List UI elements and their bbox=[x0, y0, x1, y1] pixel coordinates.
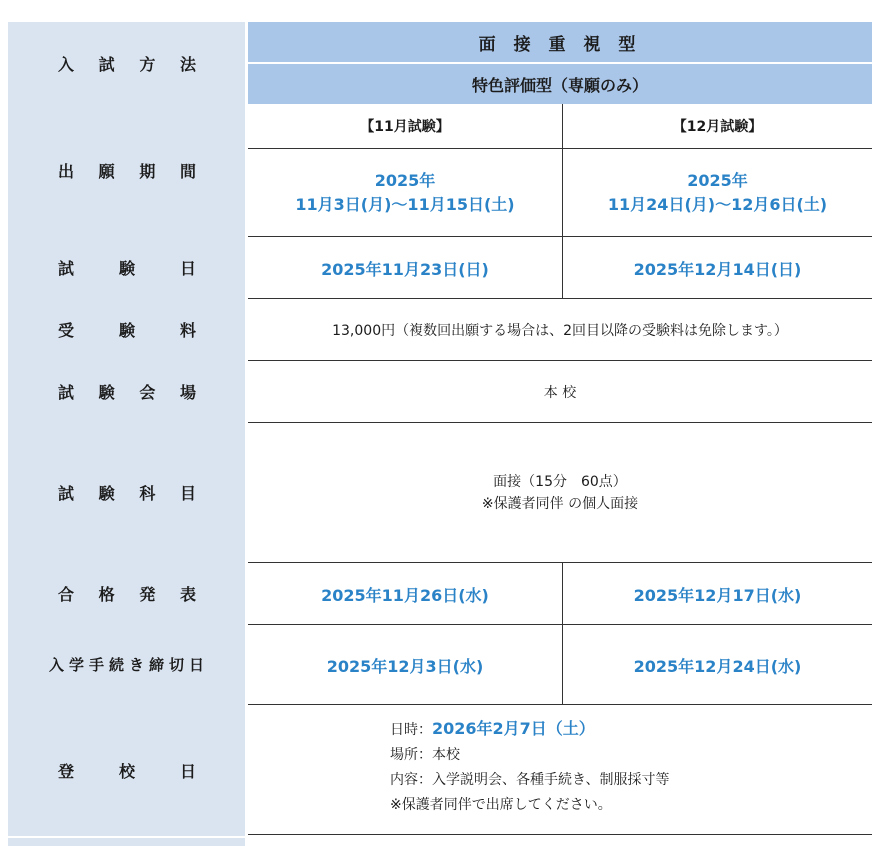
label-result bbox=[8, 562, 246, 624]
rule-5 bbox=[248, 422, 872, 423]
school-day-value bbox=[390, 716, 870, 818]
column-divider bbox=[245, 22, 248, 846]
label-venue-text: 試 験 会 場 bbox=[58, 382, 196, 402]
subjects-line2: ※保護者同伴 の個人面接 bbox=[481, 496, 639, 512]
vrule-top bbox=[562, 104, 563, 298]
column-header-dec bbox=[563, 104, 872, 148]
header-type bbox=[248, 22, 872, 62]
school-day-date-label: 日時： bbox=[390, 722, 432, 738]
fee-value bbox=[248, 300, 872, 360]
result-dec bbox=[563, 564, 872, 624]
school-day-content: 内容：入学説明会、各種手続き、制服採寸等 bbox=[390, 772, 670, 788]
label-exam-day bbox=[8, 236, 246, 298]
venue-text: 本 校 bbox=[543, 385, 577, 401]
subjects-line1: 面接（15分 60点） bbox=[493, 474, 627, 490]
venue-value bbox=[248, 362, 872, 422]
label-period-text: 出 願 期 間 bbox=[58, 161, 196, 181]
label-fee bbox=[8, 298, 246, 360]
label-school-day bbox=[8, 704, 246, 836]
rule-9 bbox=[248, 834, 872, 835]
school-day-date-value: 2026年2月7日（土） bbox=[432, 719, 595, 738]
deadline-nov-text: 2025年12月3日(水) bbox=[326, 656, 484, 676]
result-nov bbox=[248, 564, 562, 624]
rule-6 bbox=[248, 562, 872, 563]
label-venue bbox=[8, 360, 246, 422]
rule-8 bbox=[248, 704, 872, 705]
school-day-date bbox=[390, 716, 870, 743]
column-header-nov-text: 【11月試験】 bbox=[360, 119, 450, 135]
label-method bbox=[8, 22, 246, 104]
period-dec-year: 2025年 bbox=[687, 171, 748, 190]
label-subjects bbox=[8, 422, 246, 562]
label-exam-day-text: 試 験 日 bbox=[58, 258, 196, 278]
exam-day-nov-text: 2025年11月23日(日) bbox=[321, 259, 489, 279]
exam-day-dec-text: 2025年12月14日(日) bbox=[633, 259, 802, 279]
label-deadline-text: 入 学 手 続 き 締 切 日 bbox=[48, 655, 206, 674]
rule-2 bbox=[248, 236, 872, 237]
column-header-dec-text: 【12月試験】 bbox=[672, 119, 763, 135]
deadline-dec bbox=[563, 626, 872, 704]
label-deadline bbox=[8, 624, 246, 704]
result-dec-text: 2025年12月17日(水) bbox=[633, 585, 802, 605]
rule-7 bbox=[248, 624, 872, 625]
label-next-row bbox=[8, 838, 246, 846]
period-nov-year: 2025年 bbox=[374, 171, 436, 190]
exam-day-nov bbox=[248, 238, 562, 298]
period-nov-range: 11月3日(月)～11月15日(土) bbox=[295, 195, 515, 214]
rule-1 bbox=[248, 148, 872, 149]
label-fee-text: 受 験 料 bbox=[58, 320, 196, 340]
label-method-text: 入 試 方 法 bbox=[58, 54, 196, 74]
result-nov-text: 2025年11月26日(水) bbox=[321, 585, 489, 605]
period-dec bbox=[563, 150, 872, 236]
period-dec-range: 11月24日(月)～12月6日(土) bbox=[607, 195, 828, 214]
label-result-text: 合 格 発 表 bbox=[58, 584, 196, 604]
deadline-dec-text: 2025年12月24日(水) bbox=[633, 656, 802, 676]
exam-day-dec bbox=[563, 238, 872, 298]
label-subjects-text: 試 験 科 目 bbox=[58, 483, 196, 503]
deadline-nov bbox=[248, 626, 562, 704]
label-period bbox=[8, 104, 246, 236]
school-day-note: ※保護者同伴で出席してください。 bbox=[390, 797, 612, 813]
label-school-day-text: 登 校 日 bbox=[58, 761, 196, 781]
period-nov bbox=[248, 150, 562, 236]
rule-4 bbox=[248, 360, 872, 361]
header-subtype-text: 特色評価型（専願のみ） bbox=[471, 75, 648, 95]
subjects-value bbox=[248, 424, 872, 562]
vrule-bottom bbox=[562, 562, 563, 704]
fee-text: 13,000円（複数回出願する場合は、2回目以降の受験料は免除します。） bbox=[332, 323, 788, 339]
column-header-nov bbox=[248, 104, 562, 148]
school-day-place: 場所：本校 bbox=[390, 747, 460, 763]
header-subtype bbox=[248, 64, 872, 104]
rule-3 bbox=[248, 298, 872, 299]
header-type-text: 面 接 重 視 型 bbox=[478, 34, 642, 55]
